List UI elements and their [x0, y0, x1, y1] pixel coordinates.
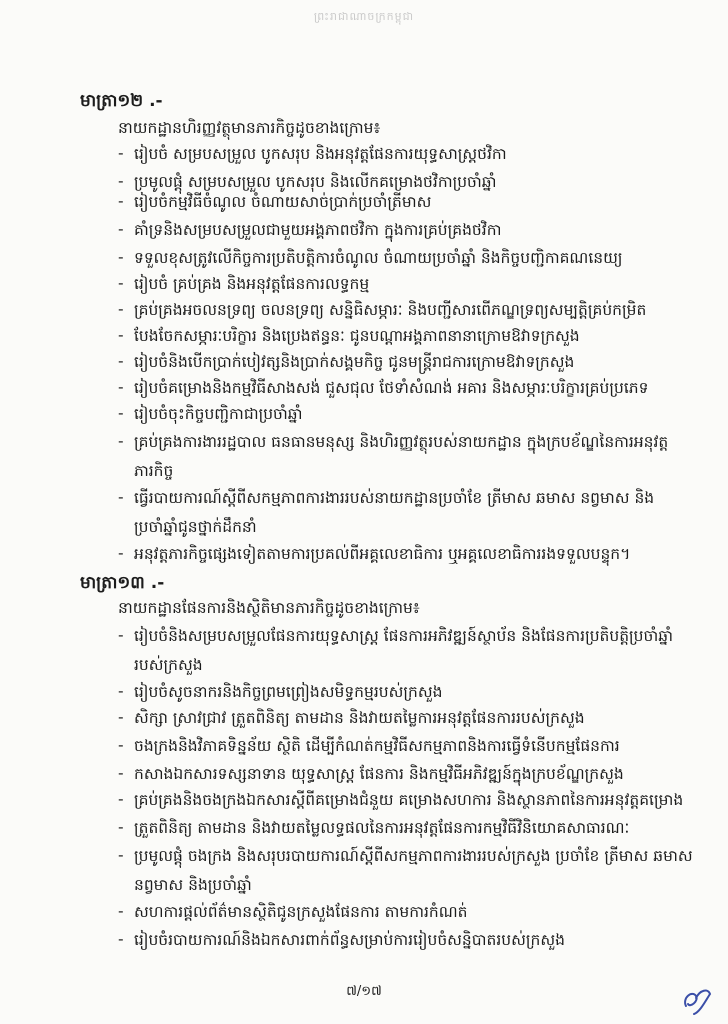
list-item: - ប្រមូលផ្តុំ សម្របសម្រួល បូកសរុប និងលើកគម្រោងថវិកាប្រចាំឆ្នាំ: [118, 172, 497, 191]
list-item: - គាំទ្រនិងសម្របសម្រួលជាមួយអង្គភាពថវិកា ក្នុងការគ្រប់គ្រងថវិកា: [118, 220, 502, 239]
list-item: - ធ្វើរបាយការណ៍ស្តីពីសកម្មភាពការងាររបស់នាយកដ្ឋានប្រចាំខែ ត្រីមាស ឆមាស នព្វមាស និង ប្រចាំឆ្នាំជូនថ្នាក់ដឹកនាំ: [118, 488, 655, 536]
list-item: - ទទួលខុសត្រូវលើកិច្ចការប្រតិបត្តិការចំណូល ចំណាយប្រចាំឆ្នាំ និងកិច្ចបញ្ជិកាគណនេយ្យ: [118, 248, 623, 267]
list-item: - រៀបចំនិងសម្របសម្រួលផែនការយុទ្ធសាស្ត្រ ផែនការអភិវឌ្ឍន៍ស្ថាប័ន និងផែនការប្រតិបត្តិប្រចាំឆ្នាំ របស់ក្រសួង: [118, 626, 674, 674]
list-item: - រៀបចំនិងបើកប្រាក់បៀវត្សនិងប្រាក់សង្គមកិច្ច ជូនមន្ត្រីរាជការក្រោមឱវាទក្រសួង: [118, 352, 575, 371]
article-12-heading: មាត្រា១២ .-: [80, 91, 163, 111]
list-item: - រៀបចំសូចនាករនិងកិច្ចព្រមព្រៀងសមិទ្ធកម្មរបស់ក្រសួង: [118, 682, 443, 701]
list-item: - គ្រប់គ្រងអចលនទ្រព្យ ចលនទ្រព្យ សន្និធិសម្ភារៈ និងបញ្ជីសារពើភណ្ឌទ្រព្យសម្បត្តិគ្រប់កម្រិត: [118, 300, 647, 319]
list-item: - រៀបចំកម្មវិធីចំណូល ចំណាយសាច់ប្រាក់ប្រចាំត្រីមាស: [118, 192, 432, 211]
list-item: - បែងចែកសម្ភារៈបរិក្ខារ និងប្រេងឥន្ធនៈ ជូនបណ្តាអង្គភាពនានាក្រោមឱវាទក្រសួង: [118, 326, 580, 345]
list-item: - រៀបចំរបាយការណ៍និងឯកសារពាក់ព័ន្ធសម្រាប់ការរៀបចំសន្និបាតរបស់ក្រសួង: [118, 930, 565, 949]
list-item: - ត្រួតពិនិត្យ តាមដាន និងវាយតម្លៃលទ្ធផលនៃការអនុវត្តផែនការកម្មវិធីវិនិយោគសាធារណៈ: [118, 818, 630, 837]
list-item: - រៀបចំចុះកិច្ចបញ្ជិកាជាប្រចាំឆ្នាំ: [118, 404, 303, 423]
signature-mark: [680, 986, 714, 1016]
list-item: - រៀបចំ សម្របសម្រួល បូកសរុប និងអនុវត្តផែនការយុទ្ធសាស្ត្រថវិកា: [118, 144, 507, 163]
list-item: - រៀបចំ គ្រប់គ្រង និងអនុវត្តផែនការលទ្ធកម្ម: [118, 274, 370, 293]
list-item: - គ្រប់គ្រងការងាររដ្ឋបាល ធនធានមនុស្ស និងហិរញ្ញវត្ថុរបស់នាយកដ្ឋាន ក្នុងក្របខ័ណ្ឌនៃការអនុវត្ត ភារកិច្ច: [118, 432, 669, 480]
page-number: ៧/១៧: [346, 984, 382, 999]
list-item: - រៀបចំគម្រោងនិងកម្មវិធីសាងសង់ ជួសជុល ថែទាំសំណង់ អគារ និងសម្ភារៈបរិក្ខារគ្រប់ប្រភេទ: [118, 378, 649, 397]
article-12-intro: នាយកដ្ឋានហិរញ្ញវត្ថុមានភារកិច្ចដូចខាងក្រោម៖: [118, 119, 381, 137]
article-13-intro: នាយកដ្ឋានផែនការនិងស្ថិតិមានភារកិច្ចដូចខាងក្រោម៖: [118, 599, 420, 617]
list-item: - អនុវត្តភារកិច្ចផ្សេងទៀតតាមការប្រគល់ពីអគ្គលេខាធិការ ឬអគ្គលេខាធិការរងទទួលបន្ទុក។: [118, 544, 631, 563]
list-item: - ចងក្រងនិងវិភាគទិន្នន័យ ស្ថិតិ ដើម្បីកំណត់កម្មវិធីសកម្មភាពនិងការធ្វើទំនើបកម្មផែនការ: [118, 736, 620, 755]
list-item: - ប្រមូលផ្តុំ ចងក្រង និងសរុបរបាយការណ៍ស្តីពីសកម្មភាពការងាររបស់ក្រសួង ប្រចាំខែ ត្រីមាស ឆមាស នព្វមាស និងប្រចាំឆ្នាំ: [118, 846, 693, 894]
faded-header: ព្រះរាជាណាចក្រកម្ពុជា: [313, 10, 415, 23]
list-item: - គ្រប់គ្រងនិងចងក្រងឯកសារស្តីពីគម្រោងជំនួយ គម្រោងសហការ និងស្ថានភាពនៃការអនុវត្តគម្រោង: [118, 790, 684, 809]
list-item: - កសាងឯកសារទស្សនាទាន យុទ្ធសាស្ត្រ ផែនការ និងកម្មវិធីអភិវឌ្ឍន៍ក្នុងក្របខ័ណ្ឌក្រសួង: [118, 764, 624, 783]
list-item: - សិក្សា ស្រាវជ្រាវ ត្រួតពិនិត្យ តាមដាន និងវាយតម្លៃការអនុវត្តផែនការរបស់ក្រសួង: [118, 708, 585, 727]
article-13-heading: មាត្រា១៣ .-: [80, 573, 165, 593]
list-item: - សហការផ្តល់ព័ត៌មានស្ថិតិជូនក្រសួងផែនការ តាមការកំណត់: [118, 902, 468, 921]
